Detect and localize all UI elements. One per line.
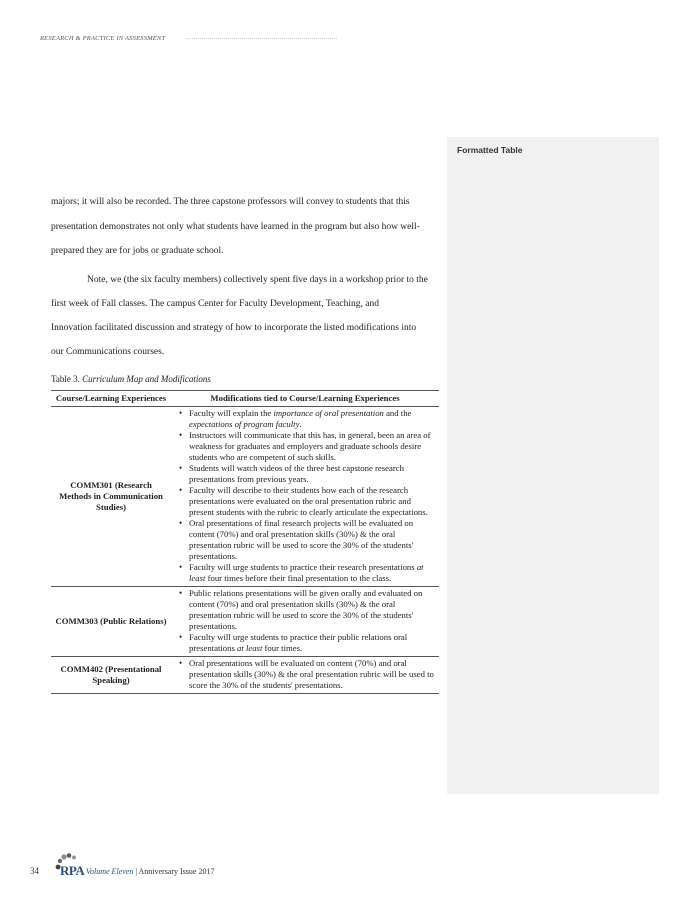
modifications-cell [171, 657, 439, 694]
paragraph-2-line-4: our Communications courses. [51, 347, 165, 357]
paragraph-1-line-1: majors; it will also be recorded. The three capstone professors will convey to students that this [51, 197, 410, 207]
table-caption [51, 374, 211, 384]
modifications-list [173, 588, 435, 654]
modifications-list [173, 658, 435, 691]
table-body [51, 407, 439, 694]
header-divider [187, 38, 337, 40]
volume-label: Volume Eleven [86, 867, 134, 876]
emphasis-text: expectations of program faculty [189, 419, 300, 429]
item-text: four times. [262, 643, 303, 653]
modification-item [183, 518, 435, 562]
rpa-logo-text: RPA [60, 863, 85, 878]
item-text: Faculty will explain the [189, 408, 274, 418]
modifications-cell [171, 587, 439, 657]
paragraph-2-line-2: first week of Fall classes. The campus Center for Faculty Development, Teaching, and [51, 299, 379, 309]
modifications-cell [171, 407, 439, 587]
item-text: Faculty will urge students to practice their public relations oral presentations [189, 632, 408, 653]
modification-item [183, 430, 435, 463]
modification-item [183, 463, 435, 485]
emphasis-text: at least [189, 562, 424, 583]
course-cell: COMM301 (Research Methods in Communication Studies) [51, 407, 171, 587]
table-header-row [51, 391, 439, 407]
footer-separator: | [135, 867, 137, 876]
item-text: Students will watch videos of the three best capstone research presentations from previous years. [189, 463, 404, 484]
modification-item [183, 632, 435, 654]
emphasis-text: at least [237, 643, 263, 653]
item-text: . [299, 419, 302, 429]
modification-item [183, 408, 435, 430]
emphasis-text: importance of oral presentation [273, 408, 384, 418]
course-cell: COMM303 (Public Relations) [51, 587, 171, 657]
table-row [51, 407, 439, 587]
modification-item [183, 485, 435, 518]
item-text: Instructors will communicate that this has, in general, been an area of weakness for graduates and employers and graduate schools desire students who are competent of such skills. [189, 430, 431, 462]
item-text: Faculty will urge students to practice their research presentations [189, 562, 417, 572]
column-header-modifications: Modifications tied to Course/Learning Experiences [171, 391, 439, 407]
table-row [51, 587, 439, 657]
modifications-list [173, 408, 435, 584]
item-text: Faculty will describe to their students how each of the research presentations were evaluated on the oral presentation rubric and present students with the rubric to clearly articulate the expectations. [189, 485, 428, 517]
item-text: Oral presentations will be evaluated on content (70%) and oral presentation skills (30%) & the oral presentation rubric will be used to score the 30% of the students' presentations. [189, 658, 434, 690]
curriculum-map-table [51, 390, 439, 694]
modification-item [183, 588, 435, 632]
page-number: 34 [30, 866, 39, 876]
item-text: and the [383, 408, 412, 418]
issue-info [86, 867, 214, 876]
modification-item [183, 658, 435, 691]
course-cell: COMM402 (Presentational Speaking) [51, 657, 171, 694]
item-text: Public relations presentations will be given orally and evaluated on content (70%) and oral presentation skills (30%) & the oral presentation rubric will be used to score the 30% of the students' presentations. [189, 588, 423, 631]
paragraph-2-line-1: Note, we (the six faculty members) collectively spent five days in a workshop prior to the [87, 275, 428, 285]
paragraph-1-line-3: prepared they are for jobs or graduate school. [51, 246, 224, 256]
table-caption-label: Table 3. [51, 374, 80, 384]
comment-sidebar [447, 137, 659, 794]
table-caption-title: Curriculum Map and Modifications [82, 374, 211, 384]
issue-label: Anniversary Issue 2017 [138, 867, 215, 876]
column-header-course: Course/Learning Experiences [51, 391, 171, 407]
sidebar-comment-title: Formatted Table [457, 145, 523, 155]
running-head: RESEARCH & PRACTICE IN ASSESSMENT [40, 35, 166, 42]
modification-item [183, 562, 435, 584]
table-row [51, 657, 439, 694]
item-text: four times before their final presentation to the class. [205, 573, 392, 583]
item-text: Oral presentations of final research projects will be evaluated on content (70%) and oral presentation skills (30%) & the oral presentation rubric will be used to score the 30% of the students' presentations. [189, 518, 414, 561]
paragraph-2-line-3: Innovation facilitated discussion and strategy of how to incorporate the listed modifications into [51, 323, 417, 333]
paragraph-1-line-2: presentation demonstrates not only what students have learned in the program but also how well- [51, 222, 420, 232]
